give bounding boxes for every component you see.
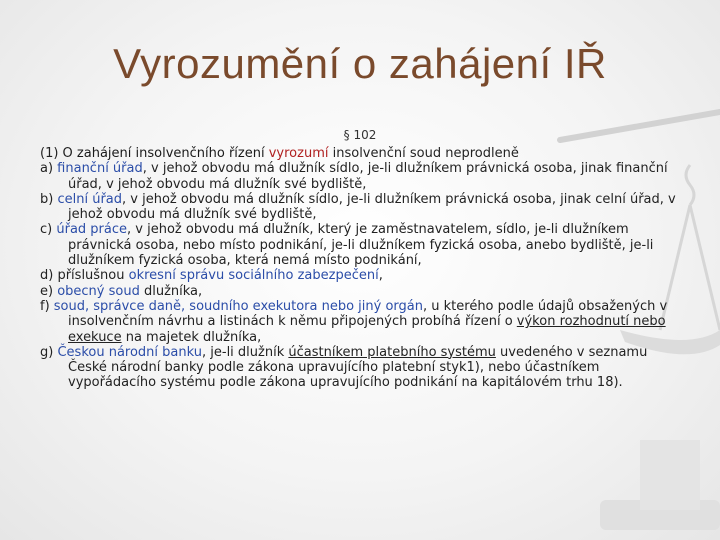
item-text-end: uvedeného v seznamu České národní banky podle zákona upravujícího platební styk1), nebo účastníkem vypořádacího systému podle zákona upravujícího podnikání na kapitálovém trhu 18). (68, 344, 648, 391)
item-text: , u kterého podle údajů obsažených v insolvenčním návrhu a listinách k němu připojených probíhá řízení o (68, 298, 668, 330)
item-text: , v jehož obvodu má dlužník sídlo, je-li dlužníkem právnická osoba, jinak finanční úřad, v jehož obvodu má dlužník své bydliště, (68, 161, 668, 192)
item-underlined: výkon rozhodnutí nebo exekuce (68, 314, 666, 345)
item-lead: a) (40, 161, 58, 177)
item-lead: b) (40, 191, 58, 207)
item-lead: e) (40, 283, 58, 299)
item-highlight: Českou národní banku (57, 344, 202, 360)
item-lead: f) (40, 298, 54, 314)
document-body (40, 146, 680, 391)
list-item-e (40, 284, 680, 299)
list-item-d (40, 268, 680, 283)
intro-verb: vyrozumí (268, 146, 329, 161)
item-lead: d) příslušnou (40, 268, 129, 284)
item-underlined: účastníkem platebního systému (288, 344, 496, 360)
item-text: dlužníka, (139, 283, 203, 299)
list-item-g (40, 345, 680, 391)
list-item-c (40, 222, 680, 268)
page-title: Vyrozumění o zahájení IŘ (113, 40, 607, 87)
item-text: , je-li dlužník (202, 344, 289, 360)
section-number: § 102 (343, 128, 377, 142)
item-highlight: úřad práce (56, 222, 128, 238)
list-item-a (40, 161, 680, 192)
item-lead: g) (40, 344, 58, 360)
item-text: , v jehož obvodu má dlužník sídlo, je-li dlužníkem právnická osoba, jinak celní úřad, v jehož obvodu má dlužník své bydliště, (68, 191, 676, 223)
list-item-f (40, 299, 680, 345)
item-highlight: obecný soud (57, 283, 140, 299)
item-text-end: na majetek dlužníka, (121, 329, 262, 345)
item-text: , (378, 268, 383, 284)
intro-prefix: (1) O (40, 146, 77, 161)
item-highlight: okresní správu sociálního zabezpečení (128, 268, 379, 284)
item-highlight: finanční úřad (57, 161, 143, 177)
intro-rest: insolvenční soud neprodleně (328, 146, 519, 161)
list-item-b (40, 192, 680, 223)
item-lead: c) (40, 222, 57, 238)
intro-paragraph (40, 146, 680, 161)
item-text: , v jehož obvodu má dlužník, který je zaměstnavatelem, sídlo, je-li dlužníkem právnická osoba, nebo místo podnikání, je-li dlužníkem fyzická osoba, anebo bydliště, je-li dlužníkem fyzická osoba, která nemá místo podnikání, (68, 222, 654, 269)
item-highlight: celní úřad (57, 191, 123, 207)
intro-subject: zahájení insolvenčního řízení (76, 146, 265, 161)
item-highlight: soud, správce daně, soudního exekutora nebo jiný orgán (53, 298, 423, 314)
